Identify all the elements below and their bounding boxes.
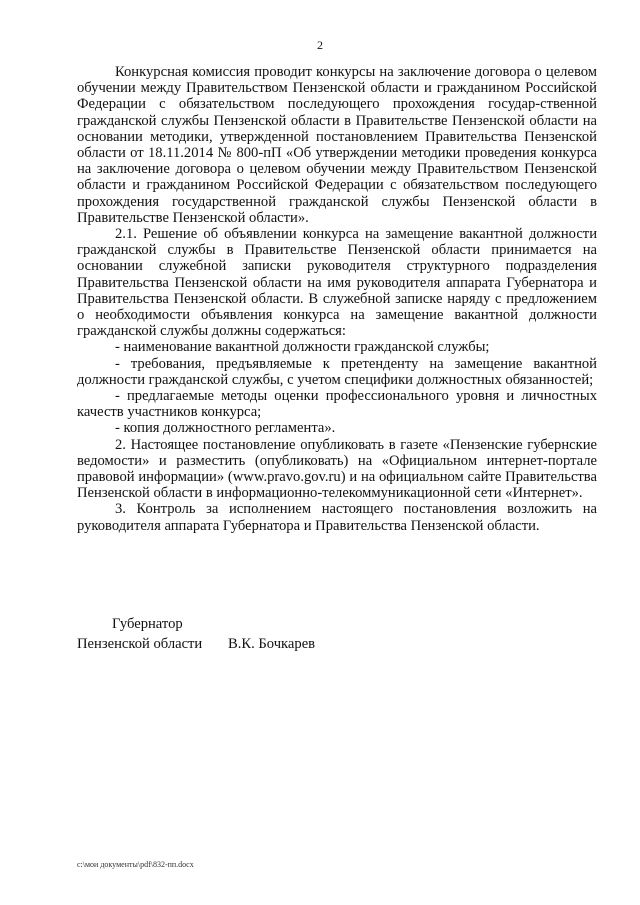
list-item-position-name: - наименование вакантной должности гражданской службы; [115, 339, 490, 356]
signature-region: Пензенской области [77, 636, 203, 652]
signature-row [77, 634, 315, 654]
footer-file-path: c:\мои документы\pdf\832-пп.docx [77, 860, 194, 869]
document-body [77, 64, 597, 534]
list-item-regulation-copy: - копия должностного регламента». [115, 420, 336, 437]
signature-block [77, 614, 315, 654]
signature-name: В.К. Бочкарев [228, 636, 316, 652]
paragraph-control: 3. Контроль за исполнением настоящего постановления возложить на руководителя аппарата Губернатора и Правительства Пензенской области. [77, 501, 597, 534]
page-number: 2 [317, 38, 323, 52]
signature-title: Губернатор [112, 616, 183, 632]
paragraph-publication: 2. Настоящее постановление опубликовать в газете «Пензенские губернские ведомости» и разместить (опубликовать) на «Официальном интернет-портале правовой информации» (www.pravo.gov.ru) и на официальном сайте Правительства Пензенской области в информационно-телекоммуникационной сети «Интернет». [77, 436, 597, 502]
list-item-evaluation-methods: - предлагаемые методы оценки профессионального уровня и личностных качеств участников конкурса; [77, 388, 597, 421]
paragraph-commission: Конкурсная комиссия проводит конкурсы на заключение договора о целевом обучении между Правительством Пензенской области и гражданином Российской Федерации с обязательством последующего прохождения государ-ственной гражданской службы Пензенской области в Правительстве Пензенской области на основании методики, утвержденной постановлением Правительства Пензенской области от 18.11.2014 № 800-пП «Об утверждении методики проведения конкурса на заключение договора о целевом обучении между Правительством Пензенской области и гражданином Российской Федерации с обязательством последующего прохождения государственной гражданской службы Пензенской области в Правительстве Пензенской области». [77, 64, 597, 226]
paragraph-2-1: 2.1. Решение об объявлении конкурса на замещение вакантной должности гражданской службы в Правительстве Пензенской области принимается на основании служебной записки руководителя структурного подразделения Правительства Пензенской области на имя руководителя аппарата Губернатора и Правительства Пензенской области. В служебной записке наряду с предложением о необходимости объявления конкурса на замещение вакантной должности гражданской службы должны содержаться: [77, 226, 597, 340]
list-item-requirements: - требования, предъявляемые к претенденту на замещение вакантной должности гражданской службы, с учетом специфики должностных обязанностей; [77, 355, 597, 388]
